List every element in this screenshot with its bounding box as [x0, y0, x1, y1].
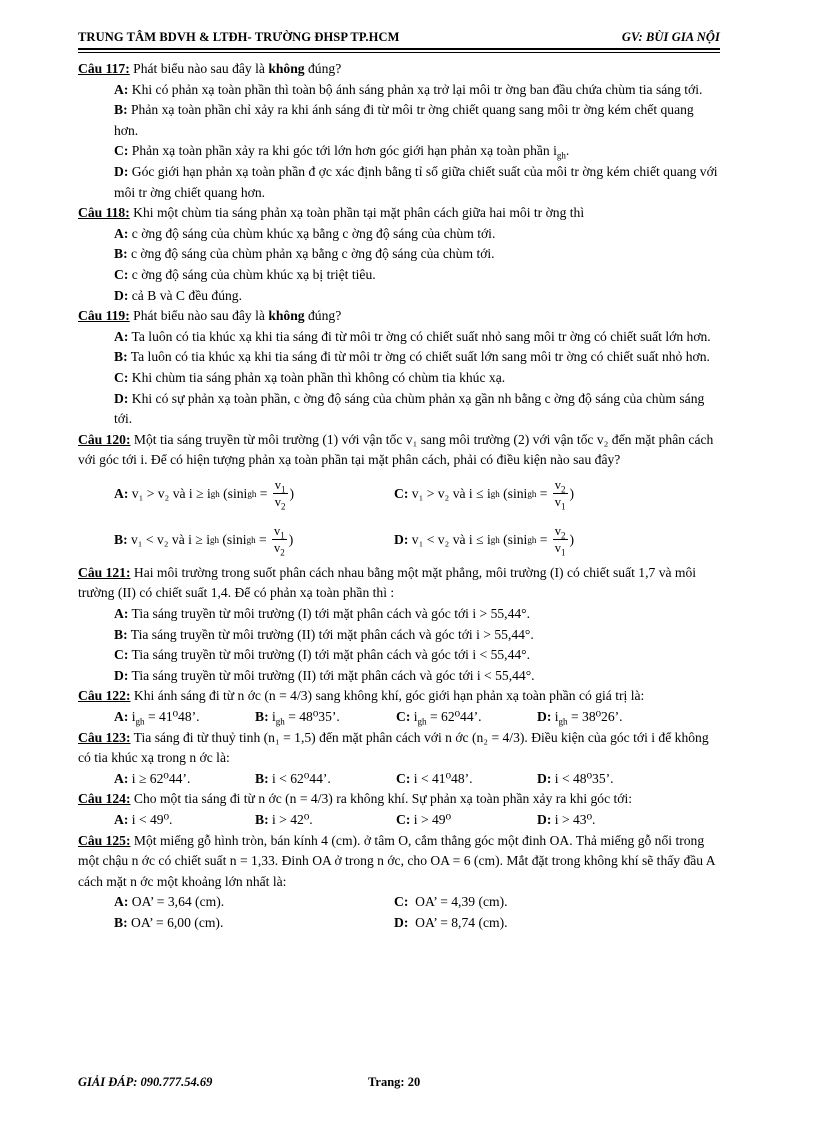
q121-option-d: D: Tia sáng truyền từ môi trường (II) tới mặt phân cách và góc tới i < 55,44°. [114, 667, 535, 683]
q118-option-b: B: c ờng độ sáng của chùm phản xạ bằng c ờng độ sáng của chùm tới. [114, 246, 495, 262]
q123-option-d: D: i < 48⁰35’. [537, 770, 614, 786]
q125-option-d: D: OA’ = 8,74 (cm). [394, 914, 508, 930]
q125-options-row-2 [114, 913, 720, 934]
q125-option-c: C: OA’ = 4,39 (cm). [394, 894, 508, 910]
q117-option-a: A: Khi có phản xạ toàn phần thì toàn bộ ánh sáng phản xạ trở lại môi tr ờng ban đầu chứa chùm tia sáng tới. [114, 81, 703, 97]
q121-option-a: A: Tia sáng truyền từ môi trường (I) tới mặt phân cách và góc tới i > 55,44°. [114, 606, 531, 622]
page [78, 30, 720, 934]
question-118: Câu 118: Khi một chùm tia sáng phản xạ toàn phần tại mặt phân cách giữa hai môi tr ờng thì [78, 205, 585, 221]
q123-options [114, 769, 720, 790]
question-120: Câu 120: Một tia sáng truyền từ môi trường (1) với vận tốc v₁ sang môi trường (2) với vận tốc v₂ đến mặt phân cách với góc tới i. Để có hiện tượng phản xạ toàn phần tại mặt phân cách, phải có điều kiện nào sau đây? [78, 431, 714, 468]
q124-option-b: B: i > 42⁰. [255, 812, 313, 827]
q122-option-c: C: $i_{gh} = 62^044$’. [396, 709, 482, 727]
header-right: GV: BÙI GIA NỘI [621, 30, 720, 44]
q119-option-b: B: Ta luôn có tia khúc xạ khi tia sáng đi từ môi tr ờng có chiết suất lớn sang môi tr ờng có chiết suất nhỏ hơn. [114, 349, 710, 365]
q120-option-d: D: v₁ < v₂ và i ≤ i gh (sini gh = $\frac{v_2}{v_1}$ ) [394, 524, 575, 558]
q119-option-d: D: Khi có sự phản xạ toàn phần, c ờng độ sáng của chùm phản xạ gần nh bằng c ờng độ sáng của chùm sáng tới. [114, 390, 705, 427]
q118-option-a: A: c ờng độ sáng của chùm khúc xạ bằng c ờng độ sáng của chùm tới. [114, 225, 496, 241]
q117-option-b: B: Phản xạ toàn phần chỉ xảy ra khi ánh sáng đi từ môi tr ờng chiết quang sang môi tr ờng kém chết quang hơn. [114, 102, 694, 138]
q124-option-c: C: i > 49⁰ [396, 812, 452, 827]
q125-options-row-1 [114, 892, 720, 913]
header-left: TRUNG TÂM BDVH & LTĐH- TRƯỜNG ĐHSP TP.HCM [78, 30, 400, 44]
question-123: Câu 123: Tia sáng đi từ thuỷ tinh (n₁ = 1,5) đến mặt phân cách với n ớc (n₂ = 4/3). Điều kiện của góc tới i để không có tia khúc xạ trong n ớc là: [78, 729, 709, 766]
q123-option-c: C: i < 41⁰48’. [396, 770, 473, 786]
q125-option-a: A: OA’ = 3,64 (cm). [114, 894, 225, 910]
q120-options-row-2 [114, 517, 720, 563]
q123-option-b: B: i < 62⁰44’. [255, 770, 331, 786]
question-121: Câu 121: Hai môi trường trong suốt phân cách nhau bằng một mặt phẳng, môi trường (I) có chiết suất 1,7 và môi trường (II) có chiết suất 1,4. Để có phản xạ toàn phần thì : [78, 564, 697, 601]
q121-option-b: B: Tia sáng truyền từ môi trường (II) tới mặt phân cách và góc tới i > 55,44°. [114, 626, 534, 642]
page-number: Trang: 20 [368, 1075, 421, 1089]
question-119: Câu 119: Phát biểu nào sau đây là không đúng? [78, 308, 342, 324]
q120-option-c: C: v₁ > v₂ và i ≤ i gh (sini gh = $\frac{v_2}{v_1}$ ) [394, 478, 575, 512]
q119-option-c: C: Khi chùm tia sáng phản xạ toàn phần thì không có chùm tia khúc xạ. [114, 369, 506, 385]
q120-option-a: A: v₁ > v₂ và i ≥ i gh (sini gh = $\frac{v_1}{v_2}$ ) [114, 478, 295, 512]
q124-option-d: D: i > 43⁰. [537, 812, 596, 827]
footer-contact: GIẢI ĐÁP: 090.777.54.69 [78, 1075, 213, 1089]
q122-option-b: B: $i_{gh} = 48^035$’. [255, 709, 340, 727]
question-117: Câu 117: Phát biểu nào sau đây là không đúng? [78, 61, 342, 76]
q120-options-row-1 [114, 471, 720, 517]
q120-option-b: B: v₁ < v₂ và i ≥ i gh (sini gh = $\frac{v_1}{v_2}$ ) [114, 524, 294, 558]
question-124: Câu 124: Cho một tia sáng đi từ n ớc (n = 4/3) ra không khí. Sự phản xạ toàn phần xảy ra khi góc tới: [78, 791, 633, 807]
q124-options [114, 810, 720, 831]
q125-option-b: B: OA’ = 6,00 (cm). [114, 914, 224, 930]
question-122: Câu 122: Khi ánh sáng đi từ n ớc (n = 4/3) sang không khí, góc giới hạn phản xạ toàn phần có giá trị là: [78, 688, 645, 704]
question-125: Câu 125: Một miếng gỗ hình tròn, bán kính 4 (cm). ở tâm O, cắm thẳng góc một đinh OA. Thả miếng gỗ nổi trong một chậu n ớc có chiết suất n = 1,33. Đinh OA ở trong n ớc, cho OA = 6 (cm). Mắt đặt trong không khí sẽ thấy đầu A cách mặt n ớc một khoảng lớn nhất là: [78, 832, 715, 889]
q121-option-c: C: Tia sáng truyền từ môi trường (I) tới mặt phân cách và góc tới i < 55,44°. [114, 647, 531, 663]
q117-option-d: D: Góc giới hạn phản xạ toàn phần đ ợc xác định bằng tỉ số giữa chiết suất của môi tr ờng kém chiết quang với môi tr ờng chiết quang hơn. [114, 163, 718, 200]
q122-options [114, 707, 720, 728]
page-header [78, 30, 720, 50]
q123-option-a: A: i ≥ 62⁰44’. [114, 770, 191, 786]
q118-option-c: C: c ờng độ sáng của chùm khúc xạ bị triệt tiêu. [114, 266, 376, 282]
q117-option-c: C: Phản xạ toàn phần xảy ra khi góc tới lớn hơn góc giới hạn phản xạ toàn phần $i_{gh}$. [114, 143, 570, 162]
header-divider [78, 52, 720, 53]
q122-option-a: A: $i_{gh} = 41^048$’. [114, 709, 200, 727]
q122-option-d: D: $i_{gh} = 38^026$’. [537, 709, 623, 727]
q124-option-a: A: i < 49⁰. [114, 812, 173, 827]
q118-option-d: D: cả B và C đều đúng. [114, 287, 243, 303]
q119-option-a: A: Ta luôn có tia khúc xạ khi tia sáng đi từ môi tr ờng có chiết suất nhỏ sang môi tr ờng có chiết suất lớn hơn. [114, 328, 711, 344]
